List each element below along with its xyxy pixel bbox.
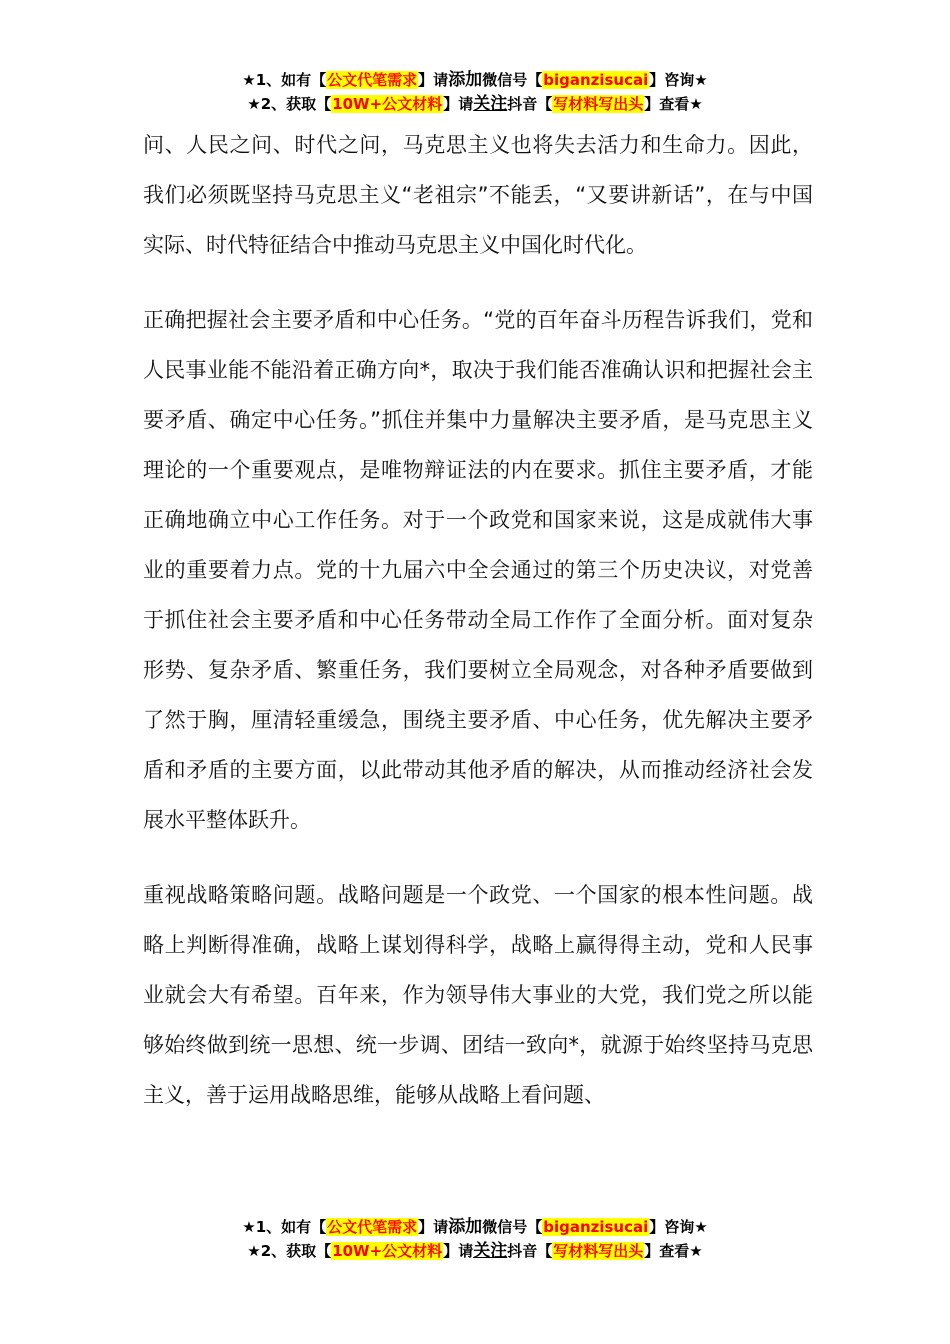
paragraph-2: 正确把握社会主要矛盾和中心任务。“党的百年奋斗历程告诉我们，党和人民事业能不能沿着正确方向*，取决于我们能否准确认识和把握社会主要矛盾、确定中心任务。”抓住并集中力量解决主要矛盾，是马克思主义理论的一个重要观点，是唯物辩证法的内在要求。抓住主要矛盾，才能正确地确立中心工作任务。对于一个政党和国家来说，这是成就伟大事业的重要着力点。党的十九届六中全会通过的第三个历史决议，对党善于抓住社会主要矛盾和中心任务带动全局工作作了全面分析。面对复杂形势、复杂矛盾、繁重任务，我们要树立全局观念，对各种矛盾要做到了然于胸，厘清轻重缓急，围绕主要矛盾、中心任务，优先解决主要矛盾和矛盾的主要方面，以此带动其他矛盾的解决，从而推动经济社会发展水平整体跃升。	[143, 308, 813, 832]
banner-line-1: ★1、如有【公文代笔需求】请添加微信号【biganzisucai】咨询★	[242, 1217, 708, 1237]
highlight-materials: 10W+公文材料	[332, 1242, 443, 1260]
banner-line-2: ★2、获取【10W+公文材料】请关注抖音【写材料写出头】查看★	[247, 1241, 703, 1261]
banner-line-1: ★1、如有【公文代笔需求】请添加微信号【biganzisucai】咨询★	[242, 70, 708, 90]
highlight-service: 公文代笔需求	[327, 1218, 418, 1236]
highlight-wechat-id: biganzisucai	[543, 71, 649, 89]
highlight-wechat-id: biganzisucai	[543, 1218, 649, 1236]
paragraph-1: 问、人民之问、时代之问，马克思主义也将失去活力和生命力。因此，我们必须既坚持马克思主义“老祖宗”不能丢，“又要讲新话”，在与中国实际、时代特征结合中推动马克思主义中国化时代化。	[143, 133, 813, 257]
highlight-materials: 10W+公文材料	[332, 95, 443, 113]
document-body	[143, 120, 813, 1120]
footer-banner	[0, 1215, 950, 1263]
banner-line-2: ★2、获取【10W+公文材料】请关注抖音【写材料写出头】查看★	[247, 94, 703, 114]
paragraph-3: 重视战略策略问题。战略问题是一个政党、一个国家的根本性问题。战略上判断得准确，战略上谋划得科学，战略上赢得得主动，党和人民事业就会大有希望。百年来，作为领导伟大事业的大党，我们党之所以能够始终做到统一思想、统一步调、团结一致向*，就源于始终坚持马克思主义，善于运用战略思维，能够从战略上看问题、	[143, 883, 813, 1107]
highlight-douyin: 写材料写出头	[553, 95, 644, 113]
header-banner	[0, 68, 950, 116]
highlight-service: 公文代笔需求	[327, 71, 418, 89]
highlight-douyin: 写材料写出头	[553, 1242, 644, 1260]
